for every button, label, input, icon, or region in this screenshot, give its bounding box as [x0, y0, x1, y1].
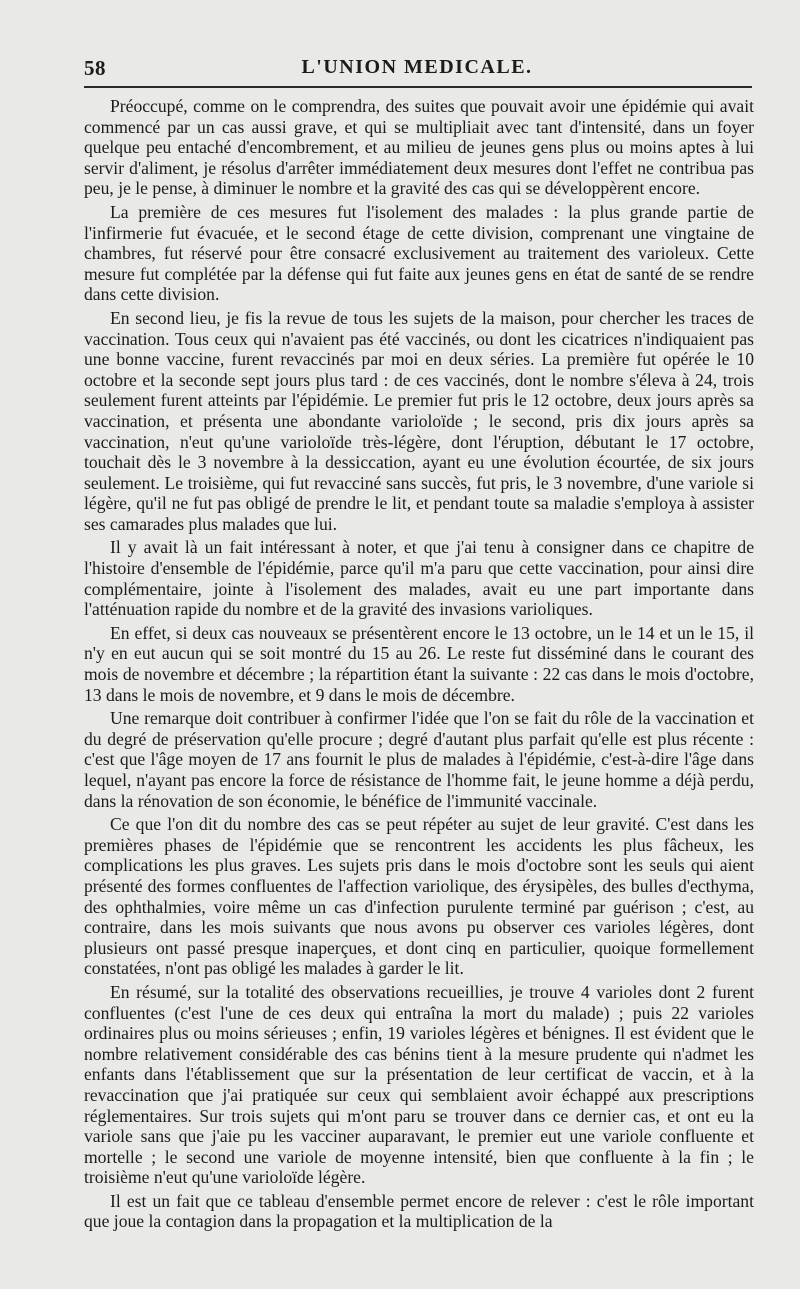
paragraph: Une remarque doit contribuer à confirmer l'idée que l'on se fait du rôle de la vaccination et du degré de préservation qu'elle procure ; degré d'autant plus parfait qu'elle est plus récente : c'est que l'âge moyen de 17 ans fournit le plus de malades à l'épidémie, c'est-à-dire l'âge dans lequel, n'ayant pas encore la force de résistance de l'homme fait, le jeune homme a déjà perdu, dans la rénovation de son économie, le bénéfice de l'immunité vaccinale.: [84, 708, 754, 811]
paragraph: Préoccupé, comme on le comprendra, des suites que pouvait avoir une épidémie qui avait commencé par un cas aussi grave, et qui se multipliait avec tant d'intensité, dans un foyer quelque peu entaché d'encombrement, et au milieu de jeunes gens plus ou moins aptes à lui servir d'aliment, je résolus d'arrêter immédiatement deux mesures dont l'effet ne contribua pas peu, je le pense, à diminuer le nombre et la gravité des cas qui se développèrent encore.: [84, 96, 754, 199]
running-title: L'UNION MEDICALE.: [301, 56, 533, 78]
paragraph: En résumé, sur la totalité des observations recueillies, je trouve 4 varioles dont 2 furent confluentes (c'est l'une de ces deux qui entraîna la mort du malade) ; puis 22 varioles ordinaires plus ou moins sérieuses ; enfin, 19 varioles légères et bénignes. Il est évident que le nombre relativement considérable des cas bénins tient à la mesure prudente qui n'admet les enfants dans l'établissement que sur la présentation de leur certificat de vaccin, et à la revaccination que j'ai pratiquée sur ceux qui semblaient avoir échappé aux prescriptions réglementaires. Sur trois sujets qui m'ont paru se trouver dans ce dernier cas, et ont eu la variole sans que j'aie pu les vacciner auparavant, le premier eut une variole confluente et mortelle ; le second une variole de moyenne intensité, bien que confluente à la fin ; le troisième n'eut qu'une varioloïde légère.: [84, 981, 754, 1188]
paragraph: En effet, si deux cas nouveaux se présentèrent encore le 13 octobre, un le 14 et un le 15, il n'y en eut aucun qui se soit montré du 15 au 26. Le reste fut disséminé dans le courant des mois de novembre et décembre ; la répartition étant la suivante : 22 cas dans le mois d'octobre, 13 dans le mois de novembre, et 9 dans le mois de décembre.: [84, 622, 754, 705]
paragraph: La première de ces mesures fut l'isolement des malades : la plus grande partie de l'infirmerie fut évacuée, et le second étage de cette division, comprenant une vingtaine de chambres, fut réservé pour être consacré exclusivement au traitement des varioleux. Cette mesure fut complétée par la défense qui fut faite aux jeunes gens en état de santé de se rendre dans cette division.: [84, 201, 754, 305]
paragraph: En second lieu, je fis la revue de tous les sujets de la maison, pour chercher les traces de vaccination. Tous ceux qui n'avaient pas été vaccinés, ou dont les cicatrices n'indiquaient pas une bonne vaccine, furent revaccinés par moi en deux séries. La première fut opérée le 10 octobre et la seconde sept jours plus tard : de ces vaccinés, dont le nombre s'éleva à 24, trois seulement furent atteints par l'épidémie. Le premier fut pris le 12 octobre, deux jours après sa vaccination, et présenta une abondante varioloïde ; le second, pris dix jours après sa vaccination, n'eut qu'une varioloïde très-légère, dont l'éruption, débutant le 17 octobre, touchait dès le 3 novembre à la dessiccation, ayant eu une évolution écourtée, de six jours seulement. Le troisième, qui fut revacciné sans succès, fut pris, le 3 novembre, d'une variole si légère, qu'il ne fut pas obligé de prendre le lit, et pendant toute sa maladie s'employa à assister ses camarades plus malades que lui.: [84, 307, 754, 534]
paragraph: Il est un fait que ce tableau d'ensemble permet encore de relever : c'est le rôle important que joue la contagion dans la propagation et la multiplication de la: [84, 1190, 754, 1232]
paragraph: Ce que l'on dit du nombre des cas se peut répéter au sujet de leur gravité. C'est dans les premières phases de l'épidémie que se rencontrent les accidents les plus fâcheux, les complications les plus graves. Les sujets pris dans le mois d'octobre sont les seuls qui aient présenté des formes confluentes de l'affection variolique, des érysipèles, des bulles d'ecthyma, des ophthalmies, voire même un cas d'infection purulente terminé par guérison ; c'est, au contraire, dans les mois suivants que nous avons pu observer ces varioles légères, dont plusieurs ont passé presque inaperçues, et dont cinq en particulier, quoique formellement constatées, n'ont pas obligé les malades à garder le lit.: [84, 814, 754, 979]
page-number: 58: [84, 56, 106, 80]
paragraph: Il y avait là un fait intéressant à noter, et que j'ai tenu à consigner dans ce chapitre de l'histoire d'ensemble de l'épidémie, parce qu'il m'a paru que cette vaccination, pour ainsi dire complémentaire, jointe à l'isolement des malades, avait eu une part importante dans l'atténuation rapide du nombre et de la gravité des invasions varioliques.: [84, 537, 754, 620]
body-text: [84, 96, 754, 1235]
page-header: [84, 54, 750, 82]
header-rule: [84, 86, 752, 88]
